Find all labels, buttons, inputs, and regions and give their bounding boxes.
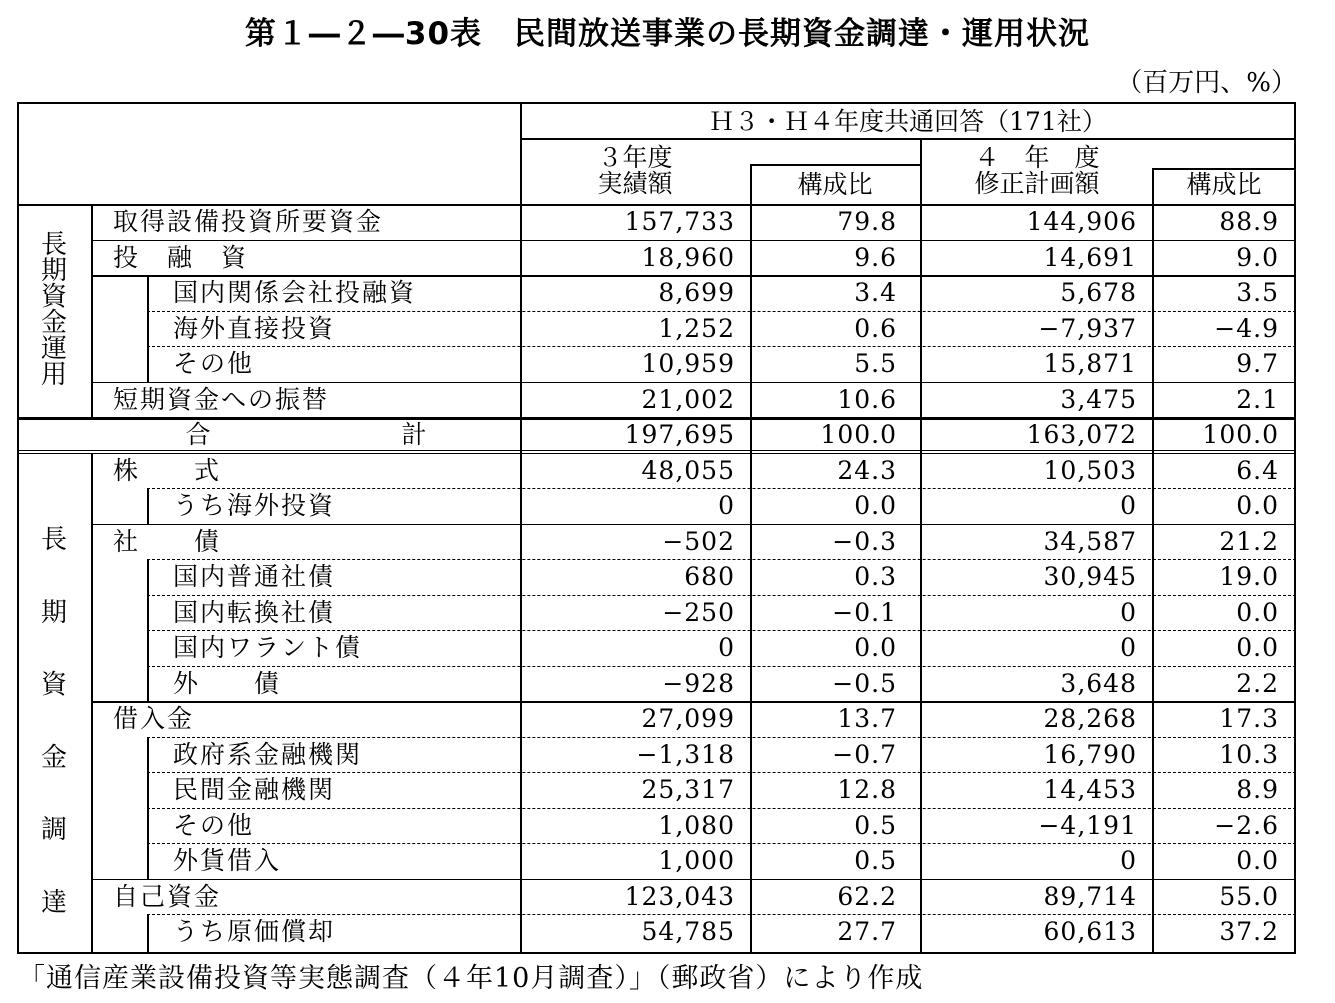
dashed-rule [147, 666, 1296, 667]
indent-line-kabu [147, 488, 149, 524]
cell-value-h4: 15,871 [1043, 349, 1137, 378]
row-label: 海外直接投資 [173, 313, 336, 343]
cell-ratio-h3: −0.3 [832, 526, 897, 556]
row-label: 借入金 [113, 704, 195, 733]
row-label: その他 [173, 810, 255, 840]
cell-ratio-h3: −0.7 [832, 739, 897, 769]
dashed-rule [147, 808, 1296, 809]
row-label: 国内転換社債 [173, 597, 336, 627]
source-footnote: 「通信産業設備投資等実態調査（４年10月調査）」（郵政省）により作成 [18, 963, 924, 994]
header-col2: 構成比 [797, 170, 873, 199]
row-label: 合 計 [185, 420, 429, 449]
cell-ratio-h4: 55.0 [1219, 881, 1279, 911]
dashed-rule [147, 630, 1296, 631]
cell-value-h3: 680 [684, 562, 735, 591]
row-label: 取得設備投資所要資金 [113, 207, 384, 236]
cell-value-h4: 0 [1120, 491, 1137, 520]
header-sub-rule-1 [750, 164, 922, 166]
outer-left [17, 102, 19, 954]
cell-value-h3: 25,317 [641, 775, 735, 804]
dashed-rule [147, 346, 1296, 347]
cell-ratio-h3: 100.0 [820, 420, 897, 449]
row-label: 国内関係会社投融資 [173, 278, 417, 307]
row-rule [91, 524, 1296, 526]
cell-value-h4: 0 [1120, 846, 1137, 875]
cell-value-h4: −4,191 [1038, 810, 1137, 840]
cell-ratio-h4: 3.5 [1236, 278, 1279, 307]
row-rule [17, 453, 1296, 455]
row-label: 株 式 [113, 455, 222, 485]
dashed-rule [147, 488, 1296, 489]
cell-value-h4: 14,453 [1043, 775, 1137, 804]
cell-ratio-h4: 10.3 [1219, 739, 1279, 769]
cell-ratio-h3: 0.5 [854, 846, 897, 875]
cell-value-h3: 197,695 [624, 420, 735, 449]
cell-value-h4: 144,906 [1026, 207, 1137, 236]
indent-line-jiko [147, 914, 149, 954]
row-label: 国内ワラント債 [173, 633, 363, 662]
cell-ratio-h3: 79.8 [837, 207, 897, 236]
side-label-chotatsu: 長 期 資 金 調 達 [40, 525, 67, 918]
side-col-line-unyo [91, 204, 93, 417]
outer-right [1294, 102, 1296, 954]
cell-value-h3: 21,002 [641, 384, 735, 414]
data-table [17, 102, 1296, 954]
dashed-rule [147, 914, 1296, 915]
total-rule-top [17, 419, 1296, 420]
header-group-rule [520, 138, 1296, 140]
cell-ratio-h3: 5.5 [854, 349, 897, 378]
cell-value-h3: −250 [662, 597, 735, 627]
cell-ratio-h4: 0.0 [1236, 597, 1279, 627]
cell-ratio-h4: −2.6 [1214, 810, 1279, 840]
row-label: 投 融 資 [113, 242, 249, 272]
cell-ratio-h4: 17.3 [1219, 704, 1279, 733]
table-title: 第１―２―30表 民間放送事業の長期資金調達・運用状況 [244, 16, 1091, 52]
cell-ratio-h4: 2.1 [1236, 384, 1279, 414]
row-rule [91, 382, 1296, 384]
cell-ratio-h4: 2.2 [1236, 668, 1279, 698]
row-rule [91, 275, 1296, 277]
row-label: その他 [173, 349, 255, 378]
row-label: 外 債 [173, 668, 282, 698]
header-bottom-rule [17, 204, 1296, 206]
cell-ratio-h3: 3.4 [854, 278, 897, 307]
dashed-rule [147, 843, 1296, 844]
row-rule [91, 701, 1296, 703]
row-label: 社 債 [113, 526, 222, 556]
row-rule [91, 240, 1296, 242]
cell-ratio-h3: 0.0 [854, 633, 897, 662]
col-line-2 [750, 204, 752, 954]
cell-ratio-h3: 62.2 [837, 881, 897, 911]
cell-value-h3: 123,043 [624, 881, 735, 911]
cell-value-h4: 14,691 [1043, 242, 1137, 272]
cell-ratio-h4: −4.9 [1214, 313, 1279, 343]
cell-value-h4: 60,613 [1043, 917, 1137, 946]
cell-ratio-h3: 0.5 [854, 810, 897, 840]
cell-value-h3: 1,000 [658, 846, 735, 875]
cell-ratio-h3: 24.3 [837, 455, 897, 485]
cell-value-h4: 0 [1120, 633, 1137, 662]
cell-value-h3: 10,959 [641, 349, 735, 378]
cell-value-h4: 34,587 [1043, 526, 1137, 556]
cell-ratio-h4: 21.2 [1219, 526, 1279, 556]
cell-value-h4: 30,945 [1043, 562, 1137, 591]
dashed-rule [147, 772, 1296, 773]
header-vline-3 [920, 138, 922, 204]
cell-ratio-h3: 13.7 [837, 704, 897, 733]
cell-ratio-h4: 8.9 [1236, 775, 1279, 804]
dashed-rule [147, 559, 1296, 560]
cell-ratio-h3: 12.8 [837, 775, 897, 804]
cell-value-h3: 18,960 [641, 242, 735, 272]
cell-ratio-h3: 9.6 [854, 242, 897, 272]
cell-value-h3: 157,733 [624, 207, 735, 236]
cell-ratio-h3: 0.0 [854, 491, 897, 520]
indent-line-unyo [147, 275, 149, 382]
row-label: うち原価償却 [173, 917, 336, 946]
cell-ratio-h4: 9.0 [1236, 242, 1279, 272]
total-rule-bottom [17, 450, 1296, 451]
dashed-rule [147, 737, 1296, 738]
cell-value-h4: 163,072 [1026, 420, 1137, 449]
cell-ratio-h4: 100.0 [1202, 420, 1279, 449]
cell-value-h4: 3,475 [1060, 384, 1137, 414]
cell-value-h4: 0 [1120, 597, 1137, 627]
cell-value-h3: −502 [662, 526, 735, 556]
header-group: Ｈ３・Ｈ４年度共通回答（171社） [709, 107, 1107, 136]
cell-value-h3: 1,252 [658, 313, 735, 343]
cell-value-h4: 5,678 [1060, 278, 1137, 307]
cell-ratio-h3: 10.6 [837, 384, 897, 414]
row-label: 短期資金への振替 [113, 384, 330, 414]
cell-value-h4: 10,503 [1043, 455, 1137, 485]
cell-ratio-h4: 19.0 [1219, 562, 1279, 591]
row-label: うち海外投資 [173, 491, 336, 520]
unit-note: （百万円、%） [1116, 68, 1297, 98]
cell-ratio-h4: 6.4 [1236, 455, 1279, 485]
cell-value-h4: 28,268 [1043, 704, 1137, 733]
row-label: 民間金融機関 [173, 775, 336, 804]
dashed-rule [147, 311, 1296, 312]
cell-value-h3: 54,785 [641, 917, 735, 946]
cell-ratio-h4: 0.0 [1236, 846, 1279, 875]
dashed-rule [147, 595, 1296, 596]
cell-value-h4: −7,937 [1038, 313, 1137, 343]
cell-value-h3: 8,699 [658, 278, 735, 307]
side-label-unyo: 長 期 資 金 運 用 [40, 230, 67, 390]
cell-ratio-h3: 27.7 [837, 917, 897, 946]
cell-ratio-h3: −0.5 [832, 668, 897, 698]
row-label: 政府系金融機関 [173, 739, 363, 769]
row-label: 外貨借入 [173, 846, 282, 875]
cell-ratio-h3: −0.1 [832, 597, 897, 627]
cell-value-h3: 0 [718, 491, 735, 520]
side-col-line-chotatsu [91, 453, 93, 955]
header-col1-line2: 実績額 [597, 169, 673, 198]
cell-value-h3: 1,080 [658, 810, 735, 840]
cell-value-h3: 48,055 [641, 455, 735, 485]
cell-value-h3: −1,318 [636, 739, 735, 769]
header-col1-line1: ３年度 [597, 143, 673, 172]
col-line-4 [1152, 204, 1154, 954]
indent-line-kariire [147, 737, 149, 879]
row-label: 国内普通社債 [173, 562, 336, 591]
cell-ratio-h4: 9.7 [1236, 349, 1279, 378]
row-rule [91, 879, 1296, 881]
cell-value-h4: 3,648 [1060, 668, 1137, 698]
cell-value-h3: −928 [662, 668, 735, 698]
col-line-3 [920, 204, 922, 954]
cell-ratio-h4: 37.2 [1219, 917, 1279, 946]
cell-ratio-h3: 0.3 [854, 562, 897, 591]
header-vline-1 [520, 102, 522, 204]
cell-value-h4: 89,714 [1043, 881, 1137, 911]
header-col3-line1: ４ 年 度 [974, 143, 1100, 172]
cell-value-h4: 16,790 [1043, 739, 1137, 769]
cell-value-h3: 27,099 [641, 704, 735, 733]
cell-ratio-h4: 88.9 [1219, 207, 1279, 236]
cell-ratio-h4: 0.0 [1236, 491, 1279, 520]
header-vline-2 [750, 164, 752, 204]
indent-line-shasai [147, 559, 149, 701]
cell-ratio-h4: 0.0 [1236, 633, 1279, 662]
outer-top [17, 102, 1296, 104]
row-label: 自己資金 [113, 881, 222, 911]
header-col4: 構成比 [1186, 170, 1262, 199]
header-vline-4 [1152, 168, 1154, 204]
header-col3-line2: 修正計画額 [974, 169, 1100, 198]
cell-value-h3: 0 [718, 633, 735, 662]
col-line-1 [520, 204, 522, 954]
header-sub-rule-2 [1152, 168, 1296, 170]
outer-bottom [17, 952, 1296, 954]
cell-ratio-h3: 0.6 [854, 313, 897, 343]
